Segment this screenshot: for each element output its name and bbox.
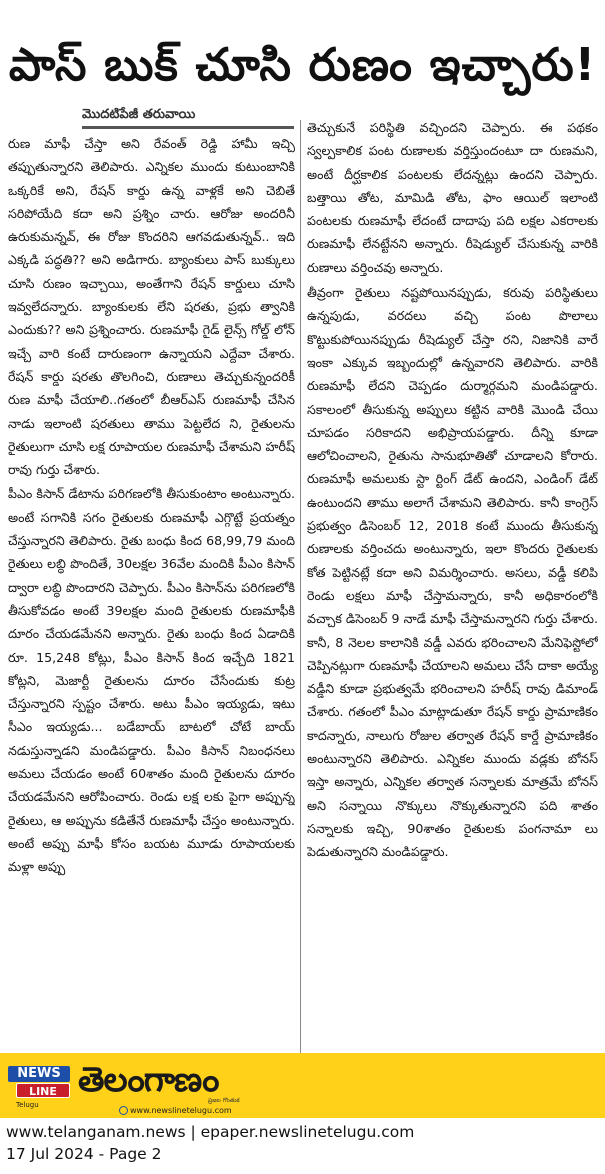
paragraph: తెచ్చుకునే పరిస్థితి వచ్చిందని చెప్పారు. ఈ పథకం స్వల్పకాలిక పంట రుణాలకు వర్తిస్తుందంటూ దా రుణమని, అంటే దీర్ఘకాలిక పంటలకు లేదన్నట్లు ఉందని చెప్పారు. బత్తాయి తోట, మామిడి తోట, ఫాం ఆయిల్ ఇలాంటి పంటలకు రుణమాఫీ లేదంటే దాదాపు పది లక్షల ఎకరాలకు రుణమాఫీ లేనట్టేనని అన్నారు. రీషెడ్యుల్ చేసుకున్న వారికి రుణాలు వర్తించవు అన్నారు.	[307, 120, 598, 275]
date-page-label: 17 Jul 2024 - Page 2	[6, 1145, 162, 1163]
newsline-logo-subtitle: Telugu	[16, 1101, 39, 1109]
byline: మొదటిపేజీ తరువాయి	[82, 107, 196, 122]
article-column-right	[307, 116, 598, 1061]
article-column-left	[8, 132, 295, 1047]
globe-icon	[119, 1106, 128, 1115]
paragraph: పీఎం కిసాన్ డేటాను పరిగణలోకి తీసుకుంటాం అంటున్నారు. అంటే సగానికి సగం రైతులకు రుణమాఫీ ఎగ్గొట్టే ప్రయత్నం చేస్తున్నారని తెలిపారు. రైతు బంధు కింద 68,99,79 మంది రైతులు లబ్ధి పొందితే, 30లక్షల 36వేల మందికి పీఎం కిసాన్ ద్వారా లబ్ధి పొందారని చెప్పారు. పీఎం కిసాన్‌ను పరిగణలోకి తీసుకోవడం అంటే 39లక్షల మంది రైతులకు రుణమాఫీకి దూరం చేయడమేనని అన్నారు. రైతు బంధు కింద ఏడాదికి రూ. 15,248 కోట్లు, పీఎం కిసాన్ కింద ఇచ్చేది 1821 కోట్లని, మెజార్టీ రైతులను దూరం చేసేందుకు కుట్ర చేస్తున్నారని స్పష్టం చేశారు. అటు పీఎం ఇయ్యడు, ఇటు సీఎం ఇయ్యడు... బడేబాయ్ బాటలో చోటే బాయ్ నడుస్తున్నాడని మండిపడ్డారు. పీఎం కిసాన్ నిబంధనలు అమలు చేయడం అంటే 60శాతం మంది రైతులను దూరం చేయడమేనని ఆరోపించారు. రెండు లక్ష లకు పైగా అప్పున్న రైతులు, ఆ అప్పును కడితేనే రుణమాఫీ చేస్తం అంటున్నారు. అంటే అప్పు మాఫీ కోసం బయట మూడు రూపాయలకు మళ్లా అప్పు	[8, 486, 295, 875]
masthead-url: www.newslinetelugu.com	[130, 1106, 232, 1115]
headline: పాస్ బుక్ చూసి రుణం ఇచ్చారు!	[8, 38, 597, 91]
telanganam-masthead: తెలంగాణం	[78, 1060, 219, 1100]
masthead-tagline: ప్రజల గొంతుక	[208, 1097, 240, 1104]
paragraph: రుణ మాఫీ చేస్తా అని రేవంత్ రెడ్డి హామీ ఇచ్చి తప్పుతున్నారని తెలిపారు. ఎన్నికల ముందు కుటుంబానికి ఒక్కరికే అని, రేషన్ కార్డు ఉన్న వాళ్లకే అని చెబితే సరిపోయేది కదా అని ప్రశ్నిం చారు. ఆరోజు అందరినీ ఉరుకుమన్నవ్, ఈ రోజు కొందరిని ఆగవడుతున్నవ్.. ఇది ఎక్కడి పద్ధతి?? అని అడిగారు. బ్యాంకులు పాస్ బుక్కులు చూసి రుణం ఇచ్చాయి, అంతేగాని రేషన్ కార్డులు చూసి ఇవ్వలేదన్నారు. బ్యాంకులకు లేని షరతు, ప్రభు త్వానికి ఎందుకు?? అని ప్రశ్నించారు. రుణమాఫీ గైడ్ లైన్స్ గోల్డ్ లోన్ ఇచ్చే వారి కంటే దారుణంగా ఉన్నాయని ఎద్దేవా చేశారు. రేషన్ కార్డు షరతు తొలగించి, రుణాలు తెచ్చుకున్నందరికీ రుణ మాఫీ చేయాలి..గతంలో బీఆర్ఎస్ రుణమాఫీ చేసిన నాడు ఇలాంటి షరతులు తాము పెట్టలేద ని, రైతులను రైతులుగా చూసి లక్ష రూపాయల రుణమాఫీ చేశామని హరీష్ రావు గుర్తు చేశారు.	[8, 136, 295, 478]
byline-underline	[82, 126, 294, 129]
newsline-logo-line: LINE	[16, 1083, 70, 1098]
paragraph: తీవ్రంగా రైతులు నష్టపోయినప్పుడు, కరువు పరిస్థితులు ఉన్నపుడు, వరదలు వచ్చి పంట పొలాలు కొట్టుకుపోయినప్పుడు రీషెడ్యుల్ చేస్తా రని, నిజానికి వారే ఇంకా ఎక్కువ ఇబ్బందుల్లో ఉన్నవారని తెలిపారు. వారికి రుణమాఫీ లేదని చెప్పడం దుర్మార్గమని మండిపడ్డారు. సకాలంలో తీసుకున్న అప్పులు కట్టిన వారికి మొండి చేయి చూపడం సరికాదని అభిప్రాయపడ్డారు. దీన్ని కూడా ఆలోచించాలని, రైతును సానుభూతితో చూడాలని కోరారు. రుణమాఫీ అమలుకు స్టా ర్టింగ్ డేట్ ఉందని, ఎండింగ్ డేట్ ఉంటుందని తాము అలాగే చేశామని తెలిపారు. కానీ కాంగ్రెస్ ప్రభుత్వం డిసెంబర్ 12, 2018 కంటే ముందు తీసుకున్న రుణాలకు వర్తించదు అంటున్నారు, ఇలా కొందరు రైతులకు కోత పెట్టినట్లే కదా అని విమర్శించారు. అసలు, వడ్డీ కలిపి రెండు లక్షలు మాఫీ చేస్తామన్నారు, కానీ అధికారంలోకి వచ్చాక డిసెంబర్ 9 నాడే మాఫీ చేస్తామన్నారని గుర్తు చేశారు. కానీ, 8 నెలల కాలానికి వడ్డీ ఎవరు భరించాలని మేనిఫెస్టోలో చెప్పినట్లుగా రుణమాఫీ చేయాలని అమలు చేసే దాకా అయ్యే వడ్డీని కూడా ప్రభుత్వమే భరించాలని హరీష్ రావు డిమాండ్ చేశారు. గతంలో పీఎం మాట్లాడుతూ రేషన్ కార్డు ప్రామాణికం కాదన్నారు, నాలుగు రోజుల తర్వాత రేషన్ కార్డే ప్రామాణికం అంటున్నారని తెలిపారు. ఎన్నికల ముందు వడ్లకు బోనస్ ఇస్తా అన్నారు, ఎన్నికల తర్వాత సన్నాలకు మాత్రమే బోనస్ అని సన్నాయి నొక్కులు నొక్కుతున్నారని పది శాతం సన్నాలకు ఇచ్చి, 90శాతం రైతులకు పంగనామా లు పెడుతున్నారని మండిపడ్డారు.	[307, 285, 598, 860]
column-divider	[300, 120, 301, 1055]
source-links[interactable]: www.telanganam.news | epaper.newslinetelugu.com	[6, 1123, 415, 1141]
newsline-logo-news: NEWS	[8, 1066, 70, 1082]
